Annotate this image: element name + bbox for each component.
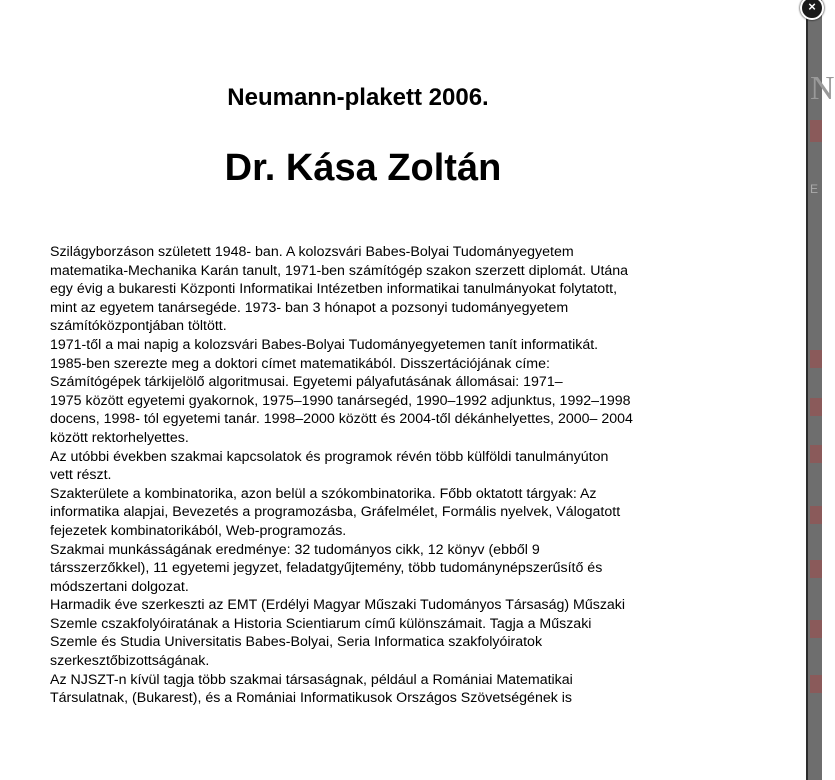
- backdrop-fragment: [810, 445, 822, 463]
- body-line: számítóközpontjában töltött.: [50, 318, 227, 335]
- body-line: Harmadik éve szerkeszti az EMT (Erdélyi Magyar Műszaki Tudományos Társaság) Műszaki: [50, 597, 626, 614]
- body-line: Szemle és Studia Universitatis Babes-Bolyai, Seria Informatica szakfolyóiratok: [50, 634, 543, 651]
- body-line: fejezetek kombinatorikából, Web-programozás.: [50, 522, 347, 539]
- body-line: Szakmai munkásságának eredménye: 32 tudományos cikk, 12 könyv (ebből 9: [50, 541, 540, 558]
- body-line: Szakterülete a kombinatorika, azon belül a szókombinatorika. Főbb oktatott tárgyak: Az: [50, 485, 597, 502]
- body-line: módszertani dolgozat.: [50, 578, 189, 595]
- backdrop-fragment: [810, 120, 822, 142]
- backdrop-fragment: [810, 506, 822, 524]
- body-line: szerkesztőbizottságának.: [50, 653, 210, 670]
- backdrop-fragment: [810, 350, 822, 368]
- backdrop-fragment: [810, 560, 822, 578]
- body-line: 1971-től a mai napig a kolozsvári Babes-Bolyai Tudományegyetemen tanít informatikát.: [50, 336, 599, 353]
- body-line: társszerzőkkel), 11 egyetemi jegyzet, feladatgyűjtemény, több tudománynépszerűsítő és: [50, 560, 603, 577]
- body-line: Szilágyborzáson született 1948- ban. A kolozsvári Babes-Bolyai Tudományegyetem: [50, 244, 574, 260]
- body-line: docens, 1998- tól egyetemi tanár. 1998–2000 között és 2004-től dékánhelyettes, 2000– 2004: [50, 411, 633, 428]
- body-line: 1985-ben szerezte meg a doktori címet matematikából. Disszertációjának címe:: [50, 355, 550, 372]
- backdrop-fragment: [810, 675, 822, 693]
- document-body: [50, 243, 790, 708]
- backdrop-fragment: [810, 398, 822, 416]
- body-line: informatika alapjai, Bevezetés a programozásba, Gráfelmélet, Formális nyelvek, Válogatott: [50, 504, 621, 521]
- page-backdrop: [808, 0, 835, 780]
- backdrop-fragment: E: [810, 182, 819, 196]
- body-line: matematika-Mechanika Karán tanult, 1971-ben számítógép szakon szerzett diplomát. Utána: [50, 262, 629, 279]
- body-line: Társulatnak, (Bukarest), és a Romániai Informatikusok Országos Szövetségének is: [50, 690, 573, 707]
- body-line: Az utóbbi években szakmai kapcsolatok és programok révén több külföldi tanulmányúton: [50, 448, 609, 465]
- body-line: között rektorhelyettes.: [50, 429, 189, 446]
- backdrop-fragment: N: [810, 70, 835, 107]
- body-line: 1975 között egyetemi gyakornok, 1975–1990 tanársegéd, 1990–1992 adjunktus, 1992–1998: [50, 392, 631, 409]
- body-line: egy évig a bukaresti Központi Informatikai Intézetben informatikai tanulmányokat folytatott,: [50, 281, 618, 298]
- person-name: Dr. Kása Zoltán: [224, 147, 502, 189]
- body-line: Szemle cszakfolyóiratának a Historia Scientiarum című különszámait. Tagja a Műszaki: [50, 615, 592, 632]
- body-line: vett részt.: [50, 467, 112, 484]
- body-line: Számítógépek tárkijelölő algoritmusai. Egyetemi pályafutásának állomásai: 1971–: [50, 374, 563, 391]
- backdrop-fragment: [810, 620, 822, 638]
- body-line: mint az egyetem tanársegéde. 1973- ban 3 hónapot a pozsonyi tudományegyetem: [50, 299, 569, 316]
- close-icon: ×: [808, 0, 816, 14]
- document-title: Neumann-plakett 2006.: [227, 84, 489, 111]
- body-line: Az NJSZT-n kívül tagja több szakmai társaságnak, például a Romániai Matematikai: [50, 671, 573, 688]
